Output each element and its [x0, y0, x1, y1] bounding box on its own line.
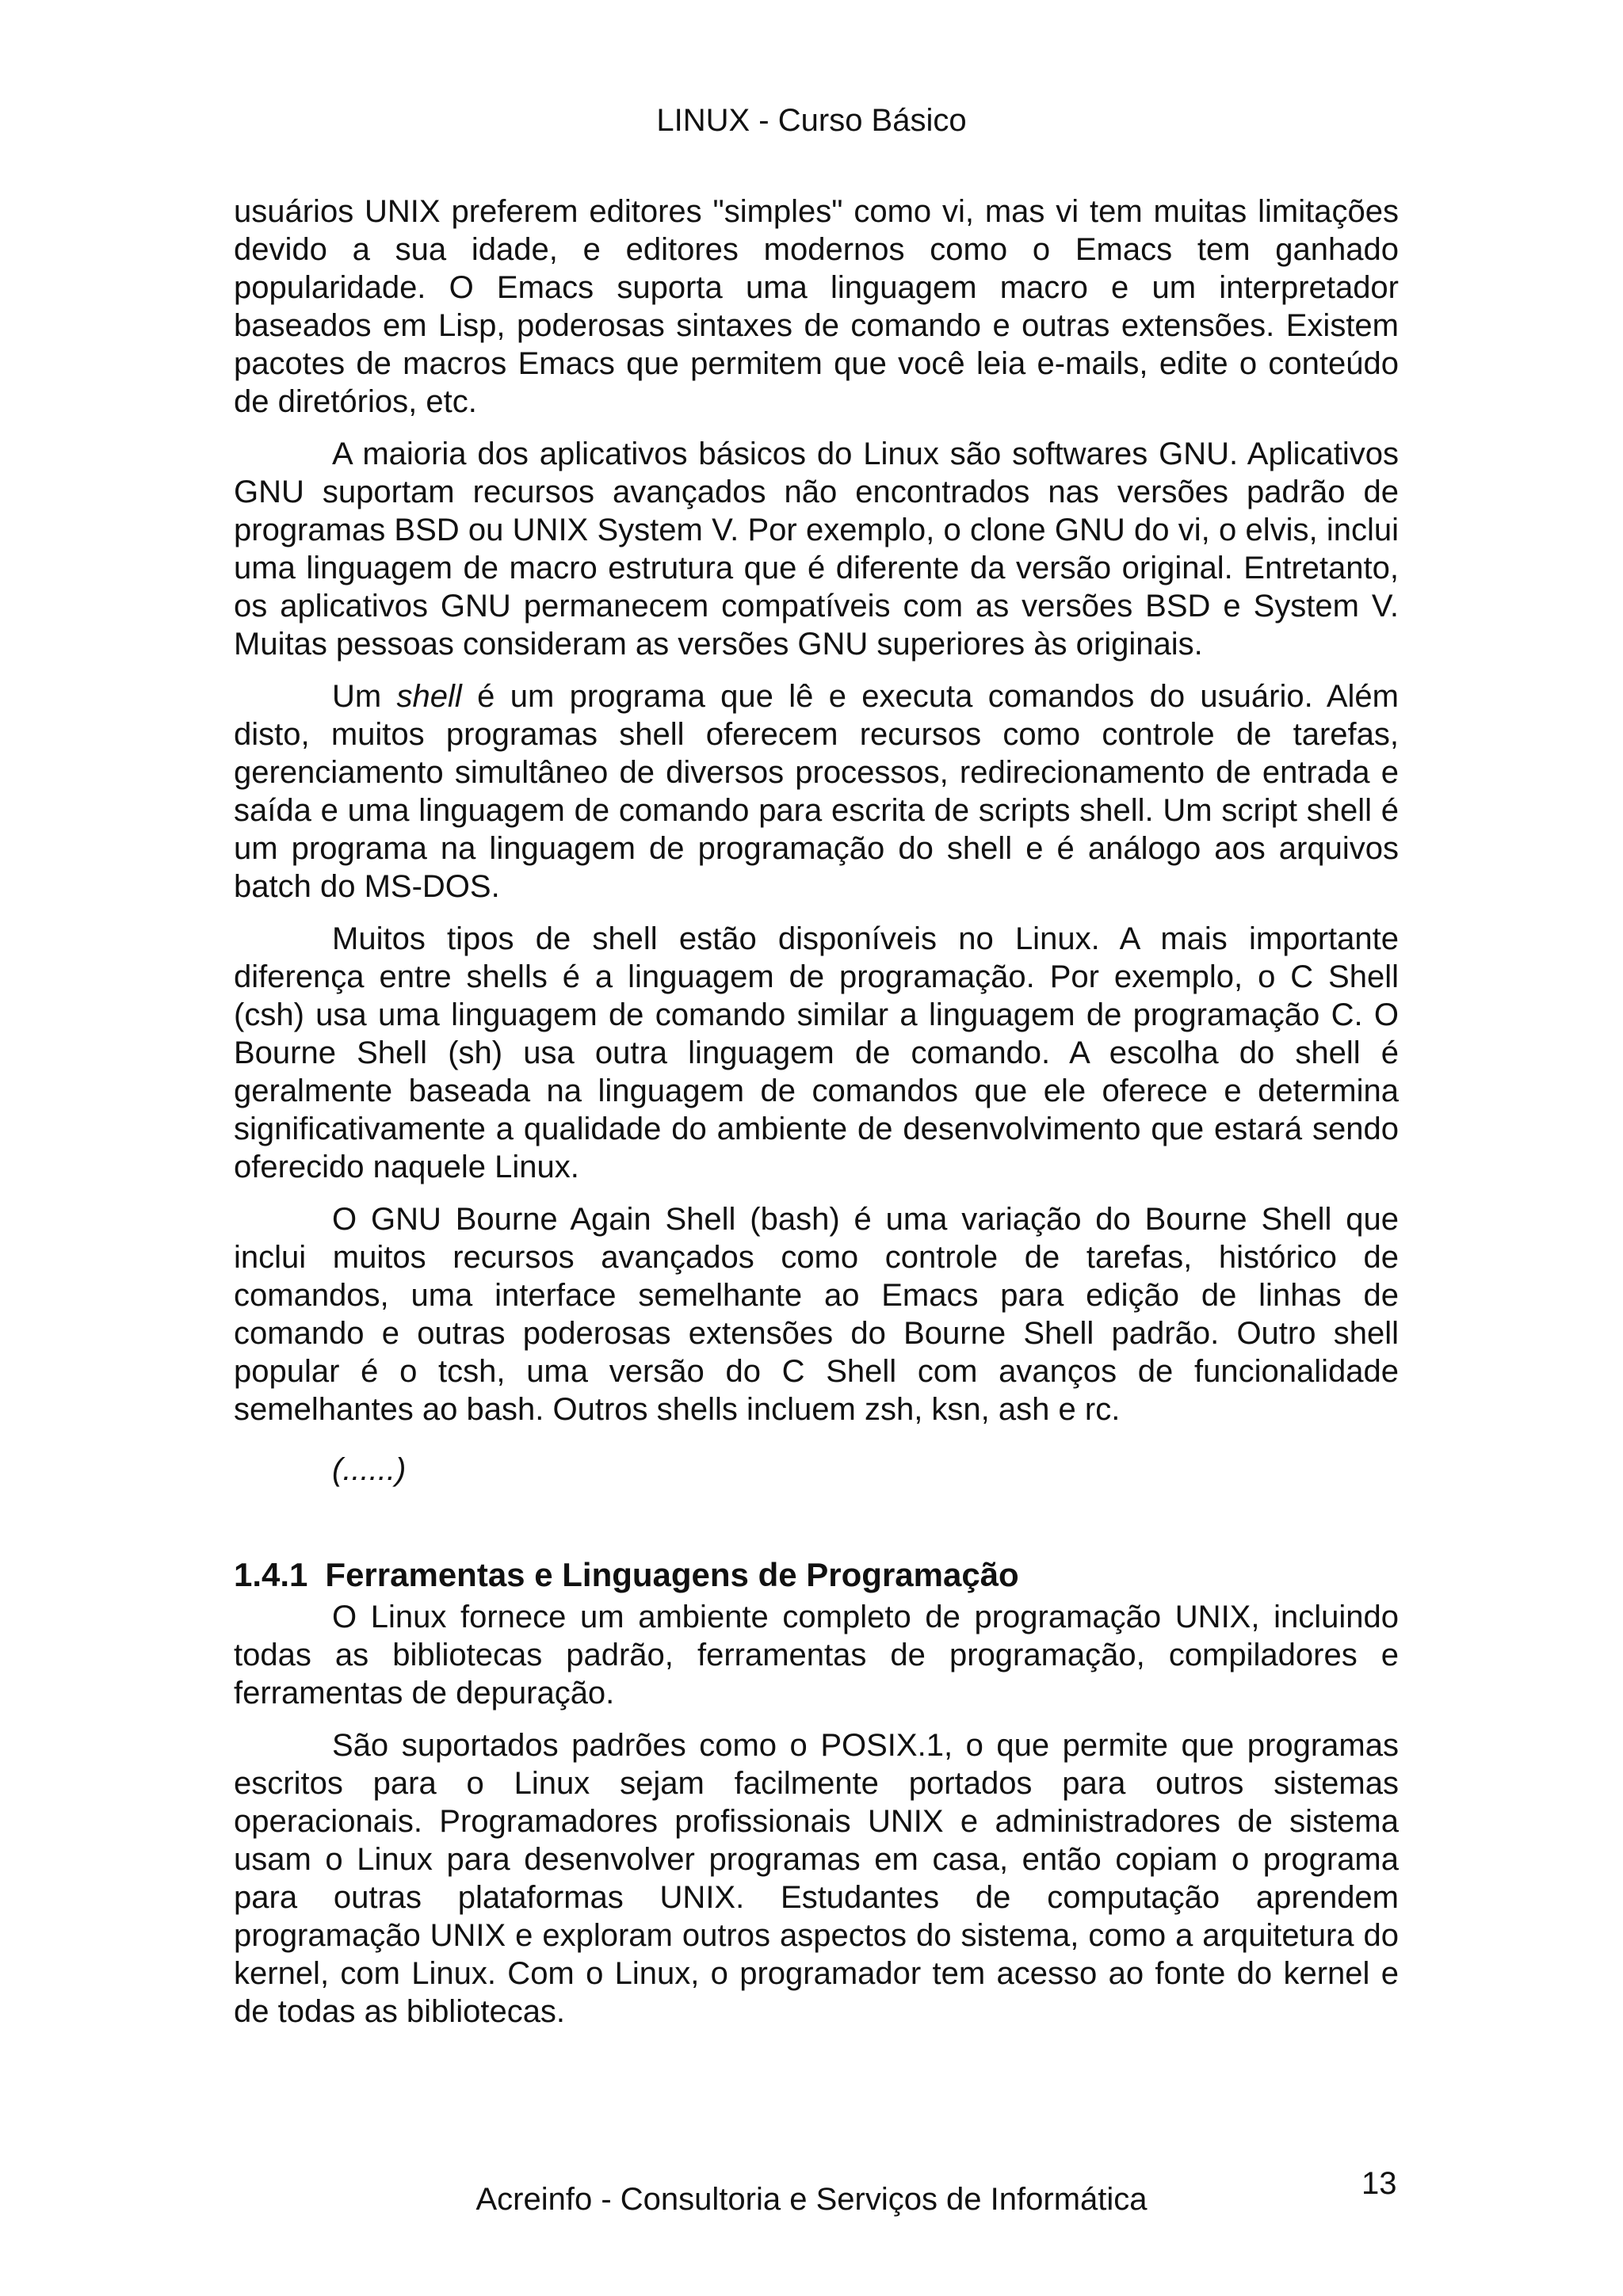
ellipsis-marker: (......) [332, 1452, 407, 1487]
section-heading [234, 1555, 1399, 1595]
running-header: LINUX - Curso Básico [656, 103, 967, 138]
section-number: 1.4.1 [234, 1556, 308, 1593]
paragraph-editors: usuários UNIX preferem editores "simples" como vi, mas vi tem muitas limitações devido a sua idade, e editores modernos como o Emacs tem ganhado popularidade. O Emacs suporta uma linguagem macro e um interpretador baseados em Lisp, poderosas sintaxes de comando e outras extensões. Existem pacotes de macros Emacs que permitem que você leia e-mails, edite o conteúdo de diretórios, etc. [234, 194, 1399, 419]
section-title: Ferramentas e Linguagens de Programação [325, 1556, 1019, 1593]
page-number: 13 [1361, 2166, 1397, 2201]
paragraph-programming-environment: O Linux fornece um ambiente completo de programação UNIX, incluindo todas as bibliotecas padrão, ferramentas de programação, compiladores e ferramentas de depuração. [234, 1600, 1399, 1711]
shell-text-before: Um [332, 679, 397, 714]
page-content [234, 193, 1399, 2045]
paragraph-gnu-apps: A maioria dos aplicativos básicos do Linux são softwares GNU. Aplicativos GNU suportam recursos avançados não encontrados nas versões padrão de programas BSD ou UNIX System V. Por exemplo, o clone GNU do vi, o elvis, inclui uma linguagem de macro estrutura que é diferente da versão original. Entretanto, os aplicativos GNU permanecem compatíveis com as versões BSD e System V. Muitas pessoas consideram as versões GNU superiores às originais. [234, 437, 1399, 662]
shell-emphasis: shell [396, 679, 462, 714]
shell-text-after: é um programa que lê e executa comandos do usuário. Além disto, muitos programas shell oferecem recursos como controle de tarefas, gerenciamento simultâneo de diversos processos, redirecionamento de entrada e saída e uma linguagem de comando para escrita de scripts shell. Um script shell é um programa na linguagem de programação do shell e é análogo aos arquivos batch do MS-DOS. [234, 679, 1399, 904]
paragraph-shell-definition [234, 677, 1399, 906]
paragraph-posix: São suportados padrões como o POSIX.1, o que permite que programas escritos para o Linux sejam facilmente portados para outros sistemas operacionais. Programadores profissionais UNIX e administradores de sistema usam o Linux para desenvolver programas em casa, então copiam o programa para outras plataformas UNIX. Estudantes de computação aprendem programação UNIX e exploram outros aspectos do sistema, como a arquitetura do kernel, com Linux. Com o Linux, o programador tem acesso ao fonte do kernel e de todas as bibliotecas. [234, 1728, 1399, 2029]
running-footer: Acreinfo - Consultoria e Serviços de Informática [475, 2182, 1148, 2217]
paragraph-shell-types: Muitos tipos de shell estão disponíveis no Linux. A mais importante diferença entre shells é a linguagem de programação. Por exemplo, o C Shell (csh) usa uma linguagem de comando similar a linguagem de programação C. O Bourne Shell (sh) usa outra linguagem de comando. A escolha do shell é geralmente baseada na linguagem de comandos que ele oferece e determina significativamente a qualidade do ambiente de desenvolvimento que estará sendo oferecido naquele Linux. [234, 921, 1399, 1184]
paragraph-bash: O GNU Bourne Again Shell (bash) é uma variação do Bourne Shell que inclui muitos recursos avançados como controle de tarefas, histórico de comandos, uma interface semelhante ao Emacs para edição de linhas de comando e outras poderosas extensões do Bourne Shell padrão. Outro shell popular é o tcsh, uma versão do C Shell com avanços de funcionalidade semelhantes ao bash. Outros shells incluem zsh, ksn, ash e rc. [234, 1202, 1399, 1427]
